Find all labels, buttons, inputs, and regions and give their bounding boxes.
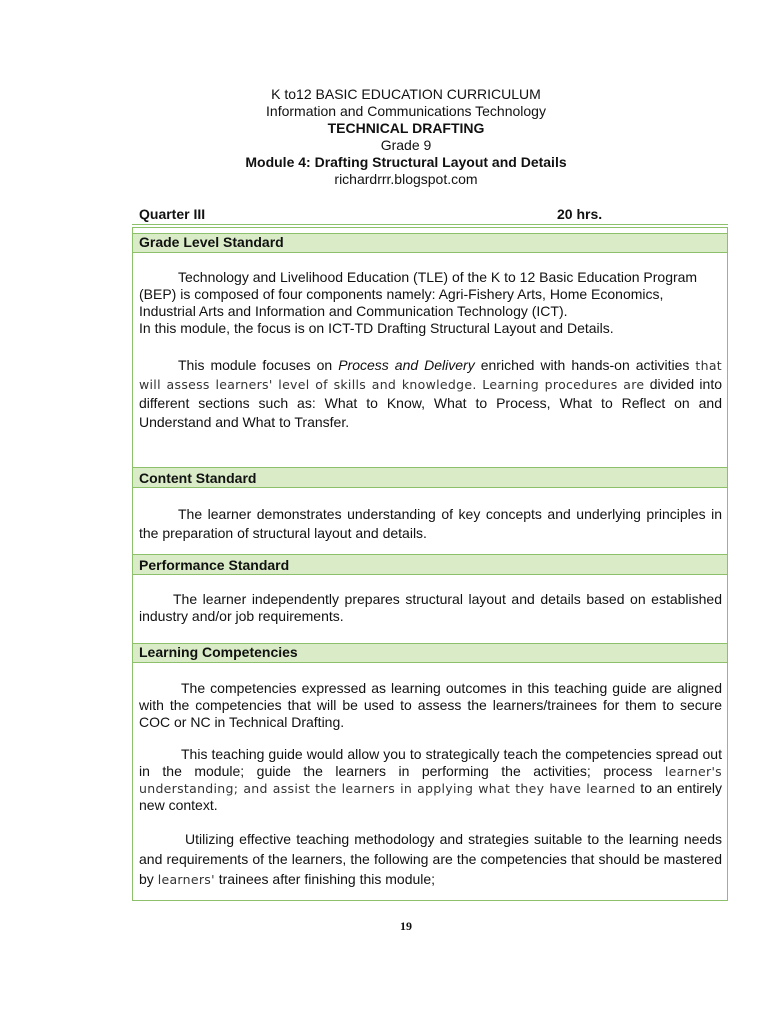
performance-standard-body [139, 591, 722, 625]
content-standard-heading: Content Standard [133, 467, 727, 488]
content-standard-p1: The learner demonstrates understanding of key concepts and underlying principles in the preparation of structural layout and details. [139, 506, 722, 541]
content-standard-body [139, 505, 722, 543]
competencies-p2 [139, 746, 722, 814]
module-title: Module 4: Drafting Structural Layout and Details [245, 154, 567, 170]
competencies-p3-end: trainees after finishing this module; [214, 871, 436, 887]
competencies-p2-start: This teaching guide would allow you to strategically teach the competencies spread out in the module; guide the learners in performing the activities; process [139, 746, 722, 779]
page-number: 19 [400, 919, 412, 933]
competencies-p2-end: to an entirely new context. [139, 780, 722, 813]
table-top-rule [132, 224, 728, 225]
p2-mid: enriched with hands-on activities [474, 357, 696, 373]
learning-competencies-body [139, 680, 722, 890]
performance-standard-heading: Performance Standard [133, 554, 727, 575]
subject-title: Information and Communications Technology [266, 103, 546, 119]
grade-level-standard-heading: Grade Level Standard [133, 233, 727, 253]
p2-end: divided into different sections such as: What to Know, What to Process, What to Reflect on and Understand and What to Transfer. [139, 376, 722, 430]
competencies-p1: The competencies expressed as learning outcomes in this teaching guide are aligned with the competencies that will be used to assess the learners/trainees for them to secure COC or NC in Technical Drafting. [139, 680, 722, 730]
grade-level-p1b: In this module, the focus is on ICT-TD Drafting Structural Layout and Details. [139, 320, 614, 336]
source-url: richardrrr.blogspot.com [334, 171, 478, 187]
p2-alt: that will assess learners' level of skills and knowledge. Learning procedures are [139, 358, 723, 392]
competencies-p3-alt: learners' [157, 872, 215, 887]
grade-level-p1: Technology and Livelihood Education (TLE) of the K to 12 Basic Education Program (BEP) is composed of four components namely: Agri-Fishery Arts, Home Economics, Industrial Arts and Information and Communication Technology (ICT). [139, 269, 698, 319]
performance-standard-p1: The learner independently prepares structural layout and details based on established industry and/or job requirements. [139, 591, 722, 624]
course-title: TECHNICAL DRAFTING [327, 120, 485, 136]
p2-start: This module focuses on [178, 357, 339, 373]
document-header [0, 86, 768, 188]
competencies-p3 [139, 829, 722, 890]
curriculum-title: K to12 BASIC EDUCATION CURRICULUM [271, 86, 541, 102]
p2-emphasis: Process and Delivery [338, 357, 475, 373]
hours-label: 20 hrs. [557, 206, 603, 222]
grade-level-standard-body [139, 269, 722, 432]
grade-level-p2 [139, 356, 722, 432]
learning-competencies-heading: Learning Competencies [133, 643, 727, 663]
competencies-p2-alt: learner's understanding; and assist the learners in applying what they have learned [139, 764, 722, 796]
quarter-label: Quarter III [139, 206, 206, 222]
grade-label: Grade 9 [380, 137, 432, 153]
competencies-p3-start: Utilizing effective teaching methodology and strategies suitable to the learning needs and requirements of the learners, the following are the competencies that should be mastered by [139, 831, 722, 887]
